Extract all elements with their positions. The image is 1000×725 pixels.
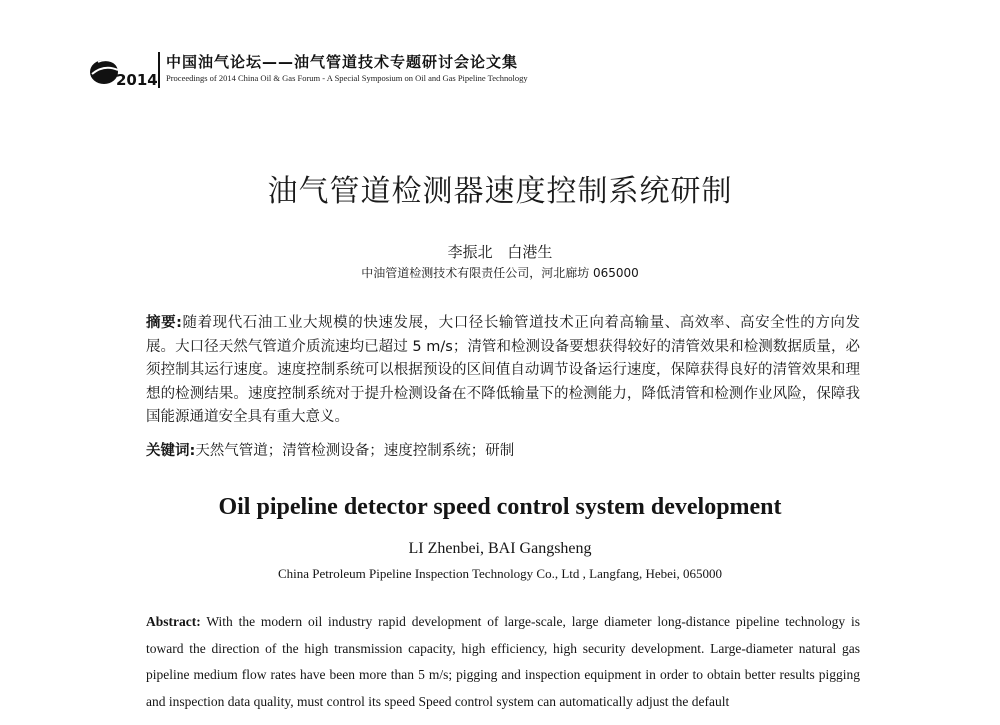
paper-title-cn: 油气管道检测器速度控制系统研制 [267,174,733,209]
abstract-en [146,609,860,715]
abstract-cn-text: 随着现代石油工业大规模的快速发展，大口径长输管道技术正向着高输量、高效率、高安全性的方向发展。大口径天然气管道介质流速均已超过 5 m/s；清管和检测设备要想获得较好的清管效果和检测数据质量，必须控制其运行速度。速度控制系统可以根据预设的区间值自动调节设备运行速度，保障获得良好的清管效果和理想的检测结果。速度控制系统对于提升检测设备在不降低输量下的检测能力，降低清管和检测作业风险，保障我国能源通道安全具有重大意义。 [146,315,860,425]
proceedings-title: 中国油气论坛——油气管道技术专题研讨会论文集 [166,53,519,71]
keywords-cn [146,440,860,463]
abstract-cn-label: 摘要: [146,315,182,331]
proceedings-header [88,48,568,92]
authors-cn: 李振北 白港生 [447,243,553,261]
affiliation-en: China Petroleum Pipeline Inspection Technology Co., Ltd , Langfang, Hebei, 065000 [277,566,723,581]
abstract-cn [146,312,860,430]
paper-title-en: Oil pipeline detector speed control system development [218,494,782,520]
abstract-en-text: With the modern oil industry rapid development of large-scale, large diameter long-distance pipeline technology is toward the direction of the high transmission capacity, high efficiency, high security development. Large-diameter natural gas pipeline medium flow rates have been more than 5 m/s; pigging and inspection equipment in order to obtain better results pigging and inspection data quality, must control its speed Speed control system can automatically adjust the default [146,614,860,709]
proceedings-subtitle: Proceedings of 2014 China Oil & Gas Forum - A Special Symposium on Oil and Gas Pipeline Technology [166,73,528,83]
keywords-cn-label: 关键词: [146,443,196,459]
authors-en: LI Zhenbei, BAI Gangsheng [408,540,592,557]
affiliation-cn: 中油管道检测技术有限责任公司，河北廊坊 065000 [361,266,639,280]
logo-year: 2014 [116,71,158,89]
keywords-cn-text: 天然气管道；清管检测设备；速度控制系统；研制 [195,443,515,459]
header-divider [158,52,160,88]
abstract-en-label: Abstract: [146,614,201,629]
